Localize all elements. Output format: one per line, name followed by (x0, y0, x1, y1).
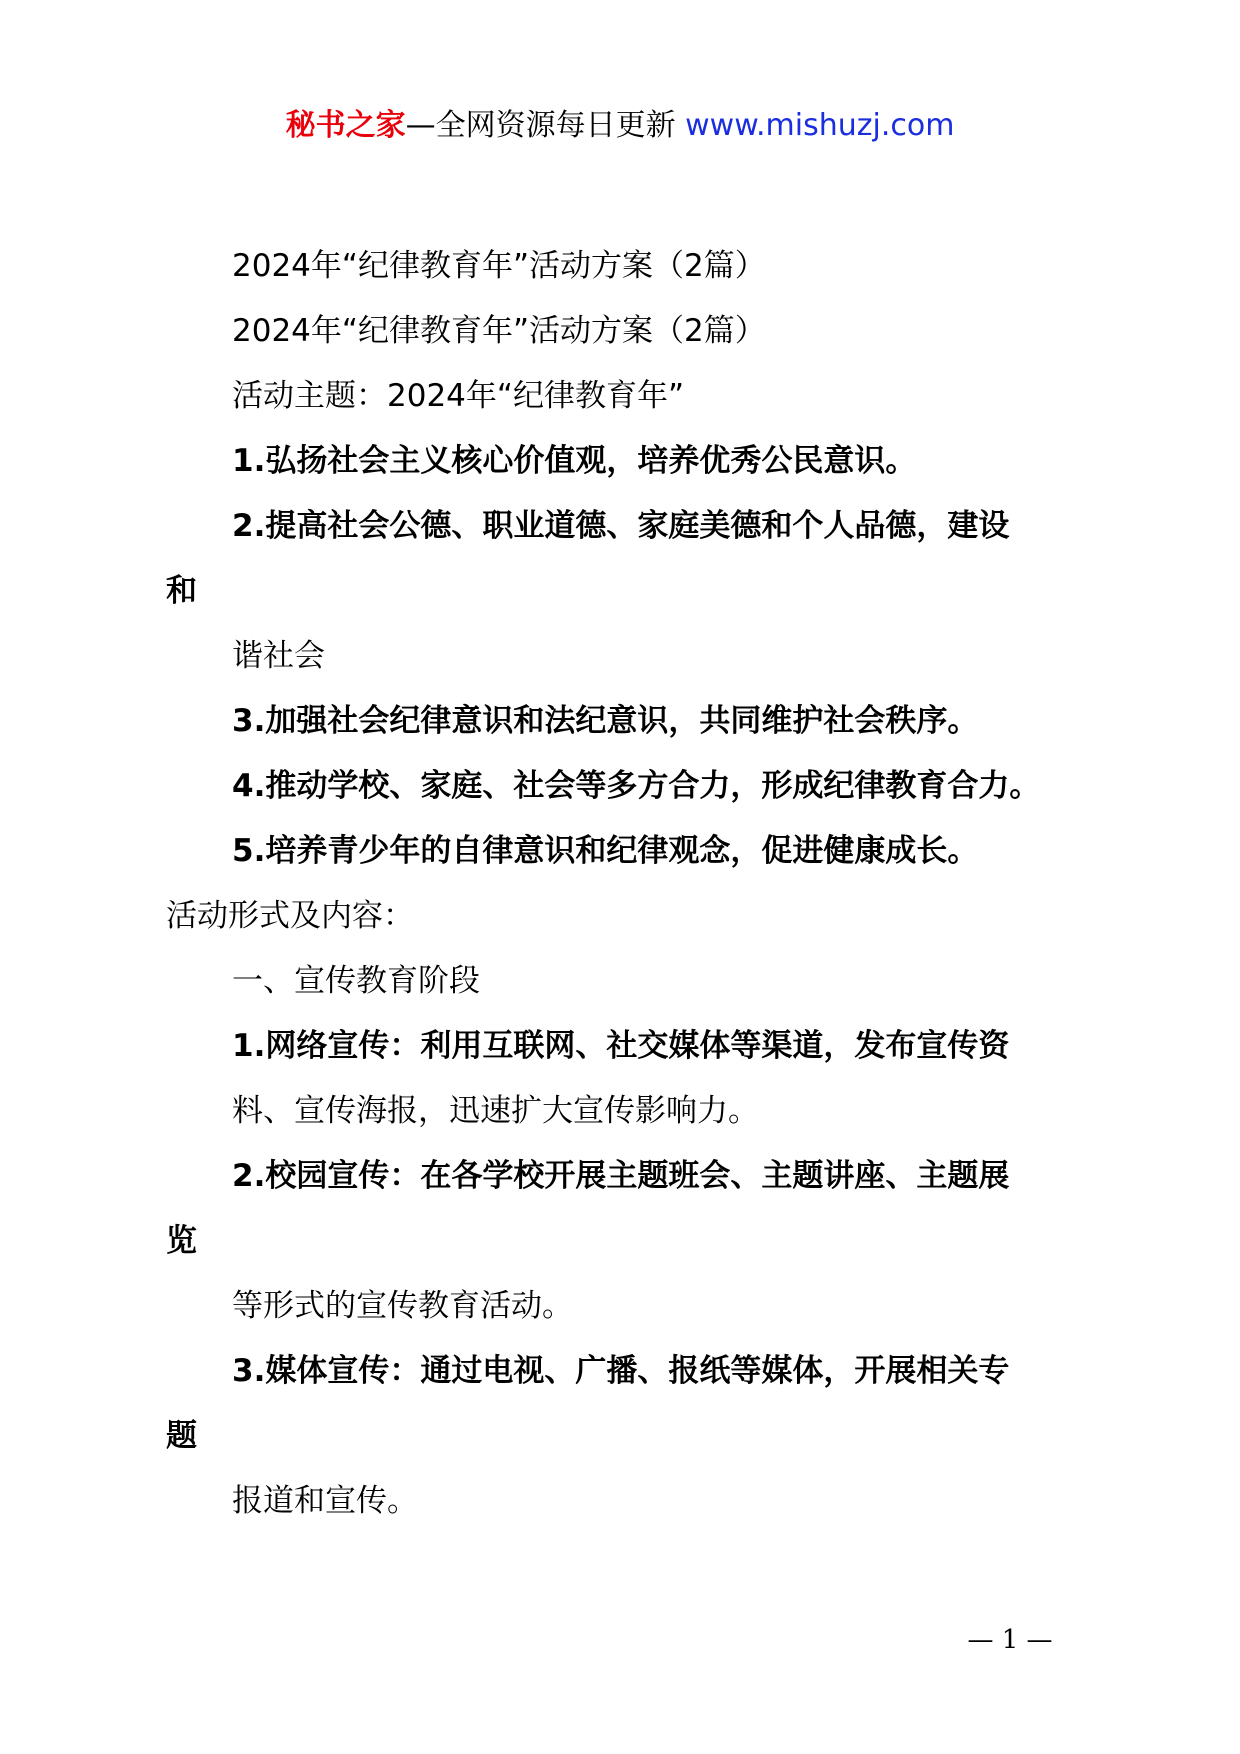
site-header (0, 104, 1240, 148)
publicity-item-3-end: 报道和宣传。 (232, 1483, 418, 1519)
publicity-item-2-end: 等形式的宣传教育活动。 (232, 1288, 573, 1324)
publicity-item-3: 3.媒体宣传：通过电视、广播、报纸等媒体，开展相关专 (232, 1353, 1010, 1389)
activity-theme: 活动主题：2024年“纪律教育年” (232, 378, 685, 414)
publicity-item-3-continued: 题 (166, 1418, 197, 1454)
goal-item-2-continued: 和 (166, 573, 197, 609)
publicity-item-2-continued: 览 (166, 1223, 197, 1259)
publicity-item-2: 2.校园宣传：在各学校开展主题班会、主题讲座、主题展 (232, 1158, 1010, 1194)
goal-item-2-end: 谐社会 (232, 638, 325, 674)
publicity-item-1-continued: 料、宣传海报，迅速扩大宣传影响力。 (232, 1093, 759, 1129)
document-title: 2024年“纪律教育年”活动方案（2篇） (232, 248, 766, 284)
phase-heading-1: 一、宣传教育阶段 (232, 963, 480, 999)
goal-item-1: 1.弘扬社会主义核心价值观，培养优秀公民意识。 (232, 443, 917, 479)
document-subtitle: 2024年“纪律教育年”活动方案（2篇） (232, 313, 766, 349)
site-url-link[interactable]: www.mishuzj.com (685, 108, 955, 143)
header-tagline: —全网资源每日更新 (405, 108, 686, 143)
goal-item-5: 5.培养青少年的自律意识和纪律观念，促进健康成长。 (232, 833, 979, 869)
brand-name: 秘书之家 (285, 108, 406, 143)
page-number: — 1 — (967, 1625, 1053, 1655)
goal-item-2: 2.提高社会公德、职业道德、家庭美德和个人品德，建设 (232, 508, 1010, 544)
goal-item-3: 3.加强社会纪律意识和法纪意识，共同维护社会秩序。 (232, 703, 979, 739)
section-heading-forms: 活动形式及内容： (166, 898, 414, 934)
goal-item-4: 4.推动学校、家庭、社会等多方合力，形成纪律教育合力。 (232, 768, 1041, 804)
publicity-item-1: 1.网络宣传：利用互联网、社交媒体等渠道，发布宣传资 (232, 1028, 1010, 1064)
